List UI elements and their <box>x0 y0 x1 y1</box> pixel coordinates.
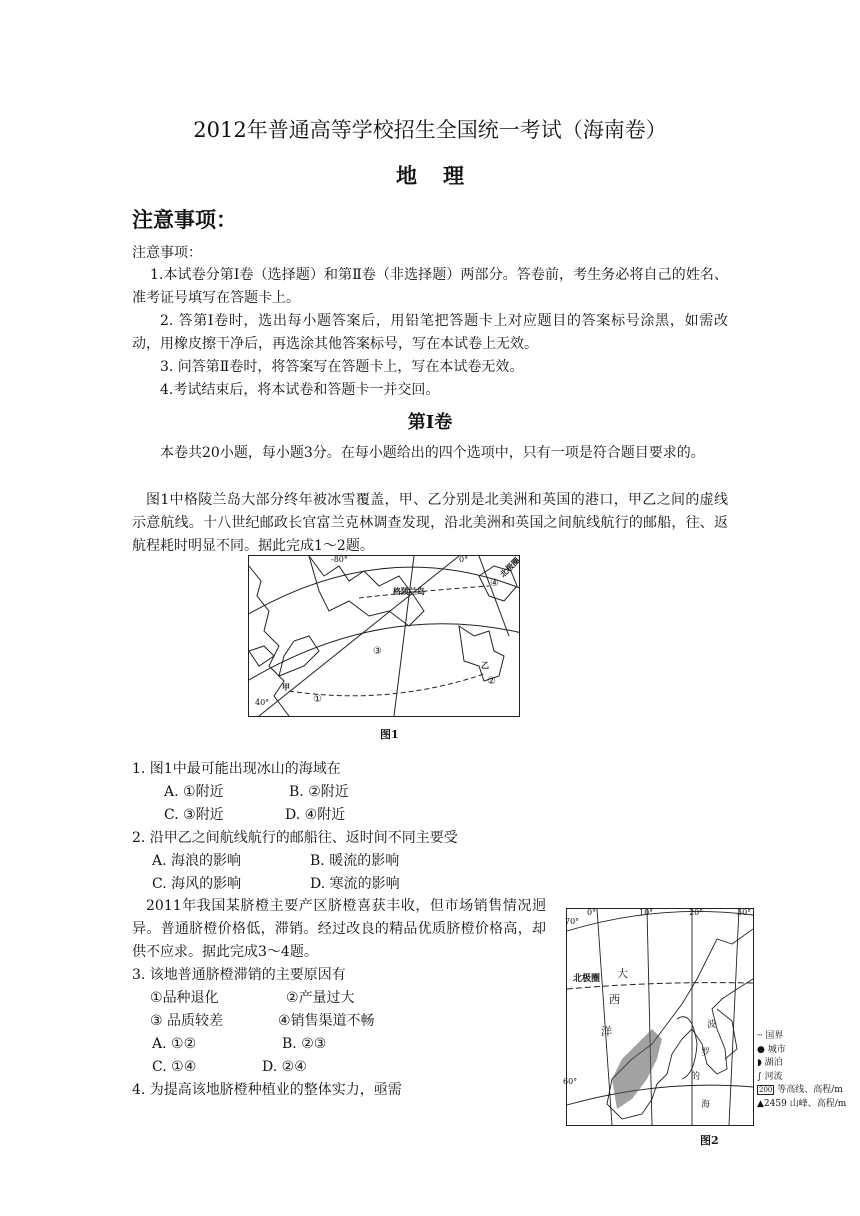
circled-digit-4-icon: ④ <box>278 1013 291 1029</box>
q2-stem: 2. 沿甲乙之间航线航行的邮船往、返时间不同主要受 <box>132 830 458 846</box>
q2-option-c: C. 海风的影响 <box>152 876 242 892</box>
q1-option-d <box>285 804 345 827</box>
q1-option-b-text: 附近 <box>320 784 349 800</box>
circled-digit-1-icon: ① <box>150 990 163 1006</box>
fig2-ocean-1: 大 <box>617 967 628 980</box>
q3-option-c <box>152 1056 196 1079</box>
circled-digit-3-icon: ③ <box>373 646 382 657</box>
q3-option-a <box>152 1033 196 1056</box>
fig2-lon-10: 10° <box>639 908 654 917</box>
q3-option-d <box>262 1056 307 1079</box>
circled-digit-3-icon: ③ <box>183 807 196 823</box>
q3-item-1 <box>150 987 219 1010</box>
fig2-gulf-1: 波 <box>707 1020 717 1030</box>
legend-contour-label: 等高线、高程/m <box>777 1085 843 1095</box>
legend-peak-label: 山峰、高程/m <box>789 1098 847 1109</box>
legend-city-label: 城市 <box>767 1044 786 1055</box>
q1-stem: 1. 图1中最可能出现冰山的海域在 <box>132 761 341 777</box>
legend-river <box>757 1071 857 1085</box>
q3-item-3 <box>150 1010 223 1033</box>
figure-2-legend <box>757 1030 857 1111</box>
q3-item-2-text: 产量过大 <box>298 990 355 1006</box>
fig1-lon-0: 0° <box>459 555 469 564</box>
fig1-island-label: 格陵兰岛 <box>393 586 425 596</box>
circled-digit-4-icon: ④ <box>490 578 499 589</box>
q3-option-a-label: A. <box>152 1036 172 1052</box>
q3-option-c-label: C. <box>152 1059 172 1075</box>
q2-option-b: B. 暖流的影响 <box>310 853 400 869</box>
q3-item-2 <box>286 987 355 1010</box>
fig2-lat-70: 70° <box>565 917 580 926</box>
legend-border <box>757 1030 857 1044</box>
circled-digit-2-icon: ② <box>487 676 496 687</box>
q2-option-d: D. 寒流的影响 <box>310 876 400 892</box>
legend-contour <box>757 1084 857 1098</box>
notice-label: 注意事项： <box>132 245 202 261</box>
q1-option-b-label: B. <box>289 784 309 800</box>
figure-2-svg <box>567 909 753 1125</box>
fig2-lat-60: 60° <box>563 1077 578 1086</box>
legend-river-label: 河流 <box>764 1071 783 1082</box>
fig1-arctic-label: 北极圈 <box>497 555 522 580</box>
fig2-lon-30: 30° <box>737 908 752 917</box>
circled-digit-3-icon: ③ <box>313 1036 327 1052</box>
q3-option-b <box>282 1033 326 1056</box>
legend-lake-label: 湖泊 <box>764 1058 783 1068</box>
fig2-gulf-3: 的 <box>691 1072 701 1082</box>
border-line-icon: ┄ <box>757 1031 763 1041</box>
figure-1-caption: 图1 <box>380 728 399 741</box>
passage-1: 图1中格陵兰岛大部分终年被冰雪覆盖，甲、乙分别是北美洲和英国的港口，甲乙之间的虚线示意航线。十八世纪邮政长官富兰克林调查发现，沿北美洲和英国之间航线航行的邮船，往、返航程耗时明显不同。据此完成1～2题。 <box>132 492 728 554</box>
circled-digit-3-icon: ③ <box>150 1013 163 1029</box>
q1-option-d-label: D. <box>285 807 305 823</box>
q3-stem: 3. 该地普通脐橙滞销的主要原因有 <box>132 967 346 983</box>
q1-option-a-label: A. <box>164 784 184 800</box>
passage-2: 2011年我国某脐橙主要产区脐橙喜获丰收，但市场销售情况迥异。普通脐橙价格低，滞销。经过改良的精品优质脐橙价格高，却供不应求。据此完成3～4题。 <box>132 898 546 960</box>
fig2-lon-0: 0° <box>587 908 597 917</box>
q3-option-b-label: B. <box>282 1036 302 1052</box>
city-dot-icon: ● <box>757 1044 765 1055</box>
q1-option-c-label: C. <box>164 807 184 823</box>
circled-digit-1-icon: ① <box>171 1059 184 1075</box>
fig1-port-b: 乙 <box>481 660 489 670</box>
subject-title: 地理 <box>396 163 490 188</box>
notice-item-2: 2. 答第Ⅰ卷时，选出每小题答案后，用铅笔把答题卡上对应题目的答案标号涂黑，如需改动，用橡皮擦干净后，再选涂其他答案标号，写在本试卷上无效。 <box>132 313 728 352</box>
q1-option-c-text: 附近 <box>195 807 224 823</box>
fig2-gulf-4: 海 <box>701 1100 711 1110</box>
q2-option-a: A. 海浪的影响 <box>152 853 242 869</box>
circled-digit-1-icon: ① <box>171 1036 184 1052</box>
q3-option-d-label: D. <box>262 1059 282 1075</box>
q1-option-d-text: 附近 <box>317 807 346 823</box>
q1-option-a-text: 附近 <box>195 784 224 800</box>
circled-digit-2-icon: ② <box>301 1036 314 1052</box>
circled-digit-4-icon: ④ <box>183 1059 197 1075</box>
legend-border-label: 国界 <box>765 1031 784 1041</box>
fig2-ocean-3: 洋 <box>601 1025 612 1038</box>
legend-lake <box>757 1057 857 1071</box>
figure-1-map <box>248 555 520 717</box>
circled-digit-4-icon: ④ <box>304 807 318 823</box>
circled-digit-1-icon: ① <box>313 694 322 705</box>
figure-2-caption: 图2 <box>700 1134 719 1147</box>
notice-heading: 注意事项： <box>132 207 237 232</box>
q3-item-1-text: 品种退化 <box>162 990 219 1006</box>
lake-icon: ◗ <box>757 1058 762 1068</box>
section-title: 第Ⅰ卷 <box>407 412 453 433</box>
river-icon: ∫ <box>757 1071 762 1082</box>
circled-digit-4-icon: ④ <box>294 1059 307 1075</box>
peak-value: ▲2459 <box>757 1098 787 1109</box>
contour-value: 200 <box>759 1086 773 1094</box>
fig1-port-a: 甲 <box>282 682 290 692</box>
fig2-arctic-label: 北极圈 <box>573 974 601 984</box>
legend-peak <box>757 1098 857 1112</box>
circled-digit-2-icon: ② <box>286 990 299 1006</box>
legend-city <box>757 1044 857 1058</box>
circled-digit-2-icon: ② <box>281 1059 295 1075</box>
q3-item-4 <box>278 1010 375 1033</box>
q4-stem: 4. 为提高该地脐橙种植业的整体实力，亟需 <box>132 1082 402 1098</box>
circled-digit-2-icon: ② <box>183 1036 197 1052</box>
exam-title: 2012年普通高等学校招生全国统一考试（海南卷） <box>193 118 667 142</box>
q1-option-c <box>164 804 224 827</box>
fig2-ocean-2: 西 <box>609 993 620 1006</box>
fig1-lon-80: -80° <box>331 555 348 564</box>
fig2-lon-20: 20° <box>689 908 704 917</box>
q1-option-b <box>289 781 349 804</box>
q3-item-4-text: 销售渠道不畅 <box>290 1013 375 1029</box>
notice-item-4: 4.考试结束后，将本试卷和答题卡一并交回。 <box>160 382 440 398</box>
notice-item-3: 3. 问答第Ⅱ卷时，将答案写在答题卡上，写在本试卷无效。 <box>160 359 524 375</box>
figure-2-map <box>563 908 754 1126</box>
q3-item-3-text: 品质较差 <box>162 1013 224 1029</box>
notice-item-1: 1.本试卷分第Ⅰ卷（选择题）和第Ⅱ卷（非选择题）两部分。答卷前，考生务必将自己的姓名、准考证号填写在答题卡上。 <box>132 267 728 306</box>
fig1-lat-40: 40° <box>255 698 270 707</box>
q1-option-a <box>164 781 224 804</box>
fig2-gulf-2: 罗 <box>701 1048 711 1058</box>
circled-digit-1-icon: ① <box>183 784 196 800</box>
section-intro: 本卷共20小题，每小题3分。在每小题给出的四个选项中，只有一项是符合题目要求的。 <box>160 445 705 461</box>
circled-digit-2-icon: ② <box>308 784 321 800</box>
